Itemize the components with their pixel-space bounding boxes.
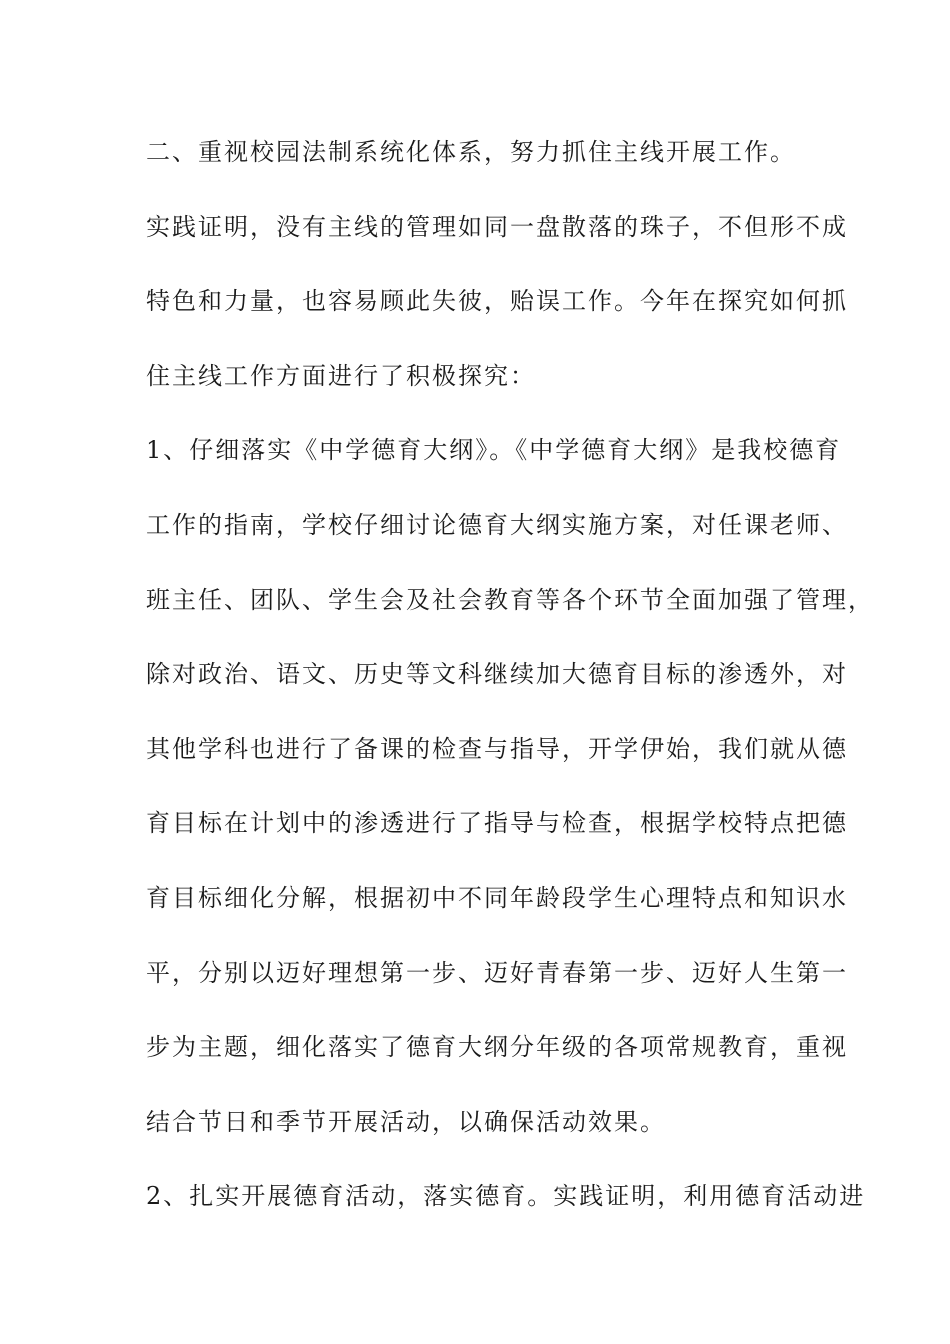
paragraph-line: 特色和力量，也容易顾此失彼，贻误工作。今年在探究如何抓 xyxy=(146,287,848,316)
paragraph-line: 育目标在计划中的渗透进行了指导与检查，根据学校特点把德 xyxy=(146,809,848,838)
paragraph-line: 平，分别以迈好理想第一步、迈好青春第一步、迈好人生第一 xyxy=(146,958,848,987)
paragraph-line: 结合节日和季节开展活动，以确保活动效果。 xyxy=(146,1107,666,1136)
paragraph-line: 除对政治、语文、历史等文科继续加大德育目标的渗透外，对 xyxy=(146,660,848,689)
paragraph-line: 育目标细化分解，根据初中不同年龄段学生心理特点和知识水 xyxy=(146,883,848,912)
list-item-heading: 1、仔细落实《中学德育大纲》。《中学德育大纲》是我校德育 xyxy=(146,436,842,465)
section-heading: 二、重视校园法制系统化体系，努力抓住主线开展工作。 xyxy=(146,138,796,166)
paragraph-line: 步为主题，细化落实了德育大纲分年级的各项常规教育，重视 xyxy=(146,1033,848,1062)
paragraph-line: 其他学科也进行了备课的检查与指导，开学伊始，我们就从德 xyxy=(146,734,848,763)
paragraph-line: 班主任、团队、学生会及社会教育等各个环节全面加强了管理， xyxy=(146,585,874,614)
list-item-heading: 2、扎实开展德育活动，落实德育。实践证明，利用德育活动进 xyxy=(146,1182,866,1211)
paragraph-line: 实践证明，没有主线的管理如同一盘散落的珠子，不但形不成 xyxy=(146,212,848,241)
paragraph-line: 住主线工作方面进行了积极探究： xyxy=(146,361,536,390)
paragraph-line: 工作的指南，学校仔细讨论德育大纲实施方案，对任课老师、 xyxy=(146,510,848,539)
document-body xyxy=(146,128,874,1247)
